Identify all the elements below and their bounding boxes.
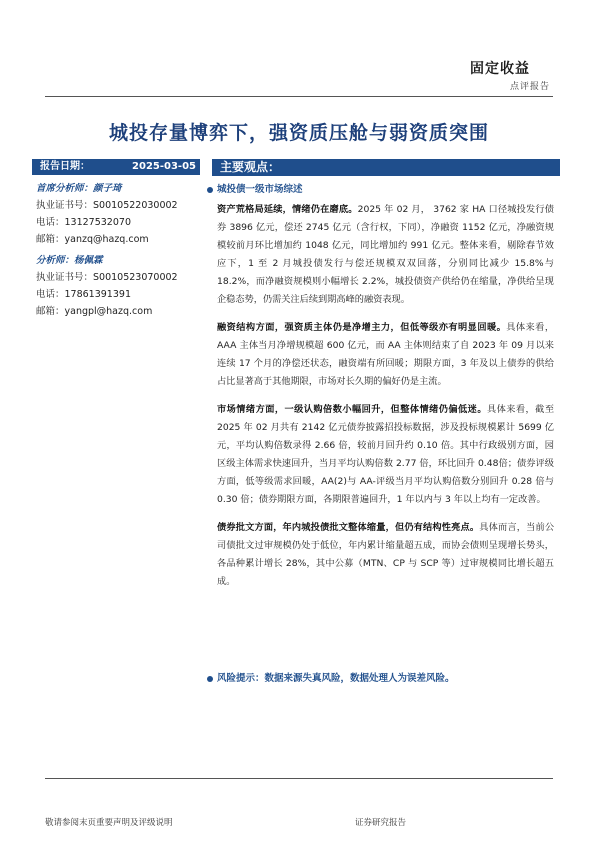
footer-disclaimer: 敬请参阅末页重要声明及评级说明: [45, 818, 173, 828]
paragraph-lead: 市场情绪方面，一级认购倍数小幅回升，但整体情绪仍偏低迷。: [217, 404, 487, 415]
main-points-bar: [212, 159, 560, 176]
analyst-email[interactable]: 邮箱：yanzq@hazq.com: [36, 234, 149, 245]
body-paragraph: [217, 401, 554, 509]
paragraph-text: 具体而言，当前公司债批文过审规模仍处于低位，年内累计缩量超五成，而协会债则呈现增长势头，各品种累计增长 28%，其中公募（MTN、CP 与 SCP 等）过审规模同比增长超五成。: [217, 522, 554, 587]
analyst-role: 分析师：: [36, 255, 75, 266]
paragraph-lead: 资产荒格局延续，情绪仍在磨底。: [217, 204, 358, 215]
footer-report-type: 证券研究报告: [355, 818, 407, 828]
paragraph-text: 具体来看，AAA 主体当月净增规模超 600 亿元，而 AA 主体则结束了自 2023 年 09 月以来连续 17 个月的净偿还状态，融资端有所回暖；期限方面，3 年及以上债券的供给占比显著高于其他期限，市场对长久期的偏好仍是主流。: [217, 322, 555, 387]
analyst-phone: 电话：13127532070: [36, 217, 131, 228]
analyst-name: 杨佩霖: [74, 255, 103, 266]
paragraph-lead: 融资结构方面，强资质主体仍是净增主力，但低等级亦有明显回暖。: [217, 322, 507, 333]
main-points-title: 主要观点：: [220, 160, 281, 174]
paragraph-lead: 债券批文方面，年内城投债批文整体缩量，但仍有结构性亮点。: [217, 522, 480, 533]
risk-warning: [207, 670, 455, 684]
paragraph-text: 具体来看，截至 2025 年 02 月共有 2142 亿元债券披露招投标数据，涉及投标规模累计 5699 亿元，平均认购倍数录得 2.66 倍，较前月回升约 0.10 倍。其中行政级别方面，园区级主体需求快速回升，当月平均认购倍数 2.77 倍，环比回升 0.48倍；债券评级方面，低等级需求回暖，AA(2)与 AA-评级当月平均认购倍数分别回升 0.28 倍与 0.30 倍；债券期限方面，各期限普遍回升，1 年以内与 3 年以上均有一定改善。: [217, 404, 555, 505]
analyst-cert: 执业证书号：S0010523070002: [36, 272, 178, 283]
main-body: [217, 201, 554, 601]
body-paragraph: [217, 201, 554, 309]
analyst-role-line: [36, 252, 206, 269]
body-paragraph: [217, 519, 554, 591]
analyst-name: 颜子琦: [93, 183, 122, 194]
report-date-bar: [32, 159, 200, 175]
bullet-icon: [207, 676, 213, 682]
analyst-role-line: [36, 180, 206, 197]
analyst-phone: 电话：17861391391: [36, 289, 131, 300]
report-category: 固定收益: [470, 61, 530, 77]
bullet-icon: [207, 187, 213, 193]
paragraph-text: 2025 年 02 月， 3762 家 HA 口径城投发行债券 3896 亿元，偿还 2745 亿元（含行权，下同），净融资 1152 亿元，净融资规模较前月环比增加约 1048 亿元，同比增加约 991 亿元。整体来看，剔除春节效应下，1 至 2 月城投债发行与偿还规模双双回落，分别同比减少 15.8%与 18.2%，而净融资规模则小幅增长 2.2%，城投债资产供给仍在缩量，净供给呈现企稳态势，仍需关注后续到期高峰的融资表现。: [217, 204, 554, 305]
body-paragraph: [217, 319, 554, 391]
analyst-role: 首席分析师：: [36, 183, 94, 194]
analyst-sidebar: [36, 180, 206, 320]
section-heading: [207, 181, 303, 195]
risk-warning-text: 风险提示：数据来源失真风险，数据处理人为误差风险。: [217, 673, 455, 684]
analyst-email[interactable]: 邮箱：yangpl@hazq.com: [36, 306, 153, 317]
section-heading-text: 城投债一级市场综述: [217, 184, 303, 195]
report-date-label: 报告日期：: [40, 161, 90, 172]
analyst-cert: 执业证书号：S0010522030002: [36, 200, 178, 211]
footer-divider: [45, 778, 553, 779]
report-subcategory: 点评报告: [510, 82, 551, 92]
report-title: 城投存量博弈下，强资质压舱与弱资质突围: [108, 122, 489, 144]
report-date-value: 2025-03-05: [132, 161, 196, 172]
header-divider: [45, 96, 553, 97]
